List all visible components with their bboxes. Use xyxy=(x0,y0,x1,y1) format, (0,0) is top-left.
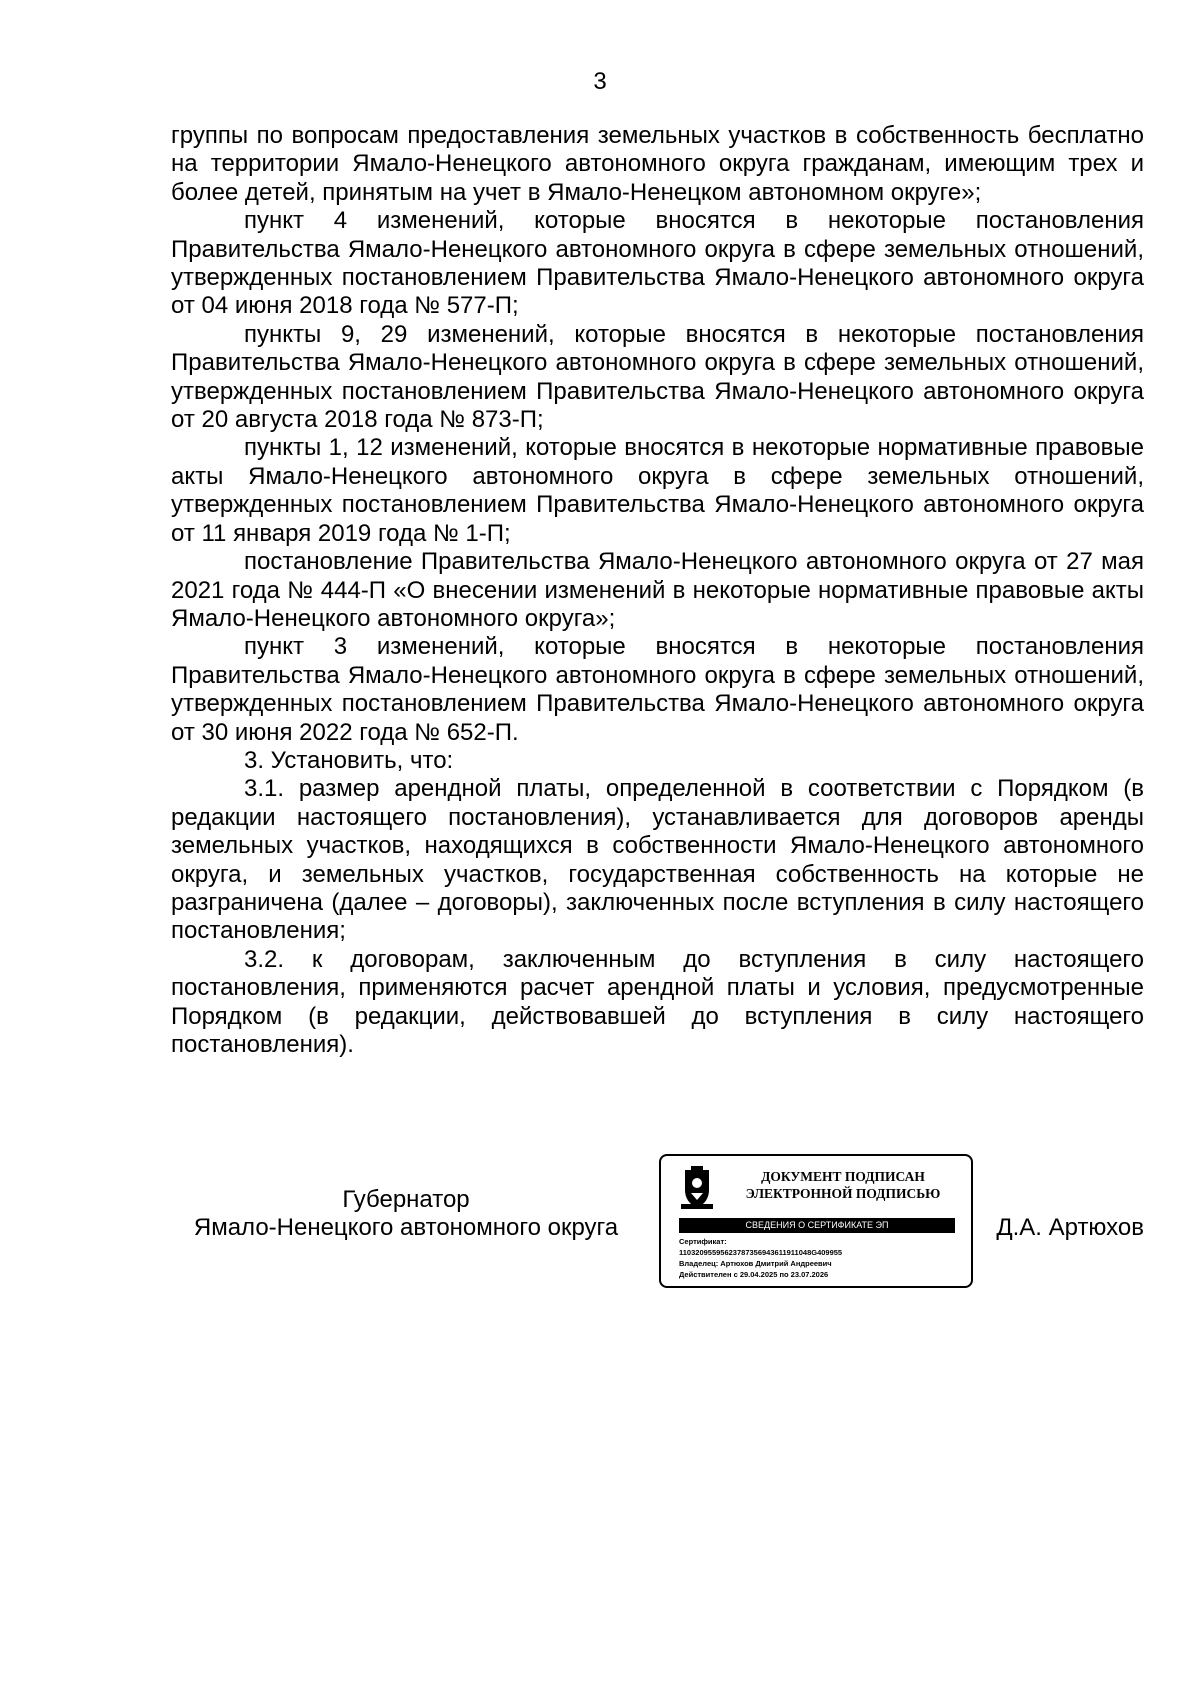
electronic-signature-stamp xyxy=(659,1154,973,1288)
paragraph: 3.1. размер арендной платы, определенной в соответствии с Порядком (в редакции настоящего постановления), устанавливается для договоров аренды земельных участков, находящихся в собственности Ямало-Ненецкого автономного округа, и земельных участков, государственная собственность на которые не разграничена (далее – договоры), заключенных после вступления в силу настоящего постановления; xyxy=(171,775,1144,945)
signatory-title-line: Ямало-Ненецкого автономного округа xyxy=(193,1214,619,1241)
certificate-number: 11032095595623787356943611911048G409955 xyxy=(679,1248,843,1257)
document-body xyxy=(171,122,1144,1059)
paragraph: пункты 1, 12 изменений, которые вносятся в некоторые нормативные правовые акты Ямало-Ненецкого автономного округа в сфере земельных отношений, утвержденных постановлением Правительства Ямало-Ненецкого автономного округа от 11 января 2019 года № 1-П; xyxy=(171,434,1144,547)
signatory-title xyxy=(171,1186,641,1242)
certificate-details xyxy=(679,1236,964,1280)
signature-block xyxy=(171,1154,1144,1294)
signatory-title-line: Губернатор xyxy=(342,1186,470,1213)
stamp-title xyxy=(723,1168,963,1202)
stamp-title-line: ЭЛЕКТРОННОЙ ПОДПИСЬЮ xyxy=(745,1186,941,1201)
paragraph: пункт 3 изменений, которые вносятся в некоторые постановления Правительства Ямало-Ненецкого автономного округа в сфере земельных отношений, утвержденных постановлением Правительства Ямало-Ненецкого автономного округа от 30 июня 2022 года № 652-П. xyxy=(171,633,1144,746)
page-number: 3 xyxy=(593,68,607,95)
signatory-name: Д.А. Артюхов xyxy=(996,1214,1144,1241)
certificate-info-bar: СВЕДЕНИЯ О СЕРТИФИКАТЕ ЭП xyxy=(679,1218,955,1233)
certificate-owner: Владелец: Артюхов Дмитрий Андреевич xyxy=(679,1259,832,1268)
coat-of-arms-icon xyxy=(679,1166,715,1212)
paragraph: постановление Правительства Ямало-Ненецкого автономного округа от 27 мая 2021 года № 444-П «О внесении изменений в некоторые нормативные правовые акты Ямало-Ненецкого автономного округа»; xyxy=(171,548,1144,632)
paragraph: пункты 9, 29 изменений, которые вносятся в некоторые постановления Правительства Ямало-Ненецкого автономного округа в сфере земельных отношений, утвержденных постановлением Правительства Ямало-Ненецкого автономного округа от 20 августа 2018 года № 873-П; xyxy=(171,320,1144,434)
paragraph: 3.2. к договорам, заключенным до вступления в силу настоящего постановления, применяются расчет арендной платы и условия, предусмотренные Порядком (в редакции, действовавшей до вступления в силу настоящего постановления). xyxy=(171,945,1144,1058)
certificate-label: Сертификат: xyxy=(679,1237,727,1246)
paragraph: пункт 4 изменений, которые вносятся в некоторые постановления Правительства Ямало-Ненецкого автономного округа в сфере земельных отношений, утвержденных постановлением Правительства Ямало-Ненецкого автономного округа от 04 июня 2018 года № 577-П; xyxy=(171,207,1144,320)
stamp-title-line: ДОКУМЕНТ ПОДПИСАН xyxy=(761,1169,925,1184)
certificate-validity: Действителен с 29.04.2025 по 23.07.2026 xyxy=(679,1270,829,1279)
paragraph: 3. Установить, что: xyxy=(244,746,454,774)
paragraph: группы по вопросам предоставления земельных участков в собственность бесплатно на территории Ямало-Ненецкого автономного округа гражданам, имеющим трех и более детей, принятым на учет в Ямало-Ненецком автономном округе»; xyxy=(171,122,1144,206)
